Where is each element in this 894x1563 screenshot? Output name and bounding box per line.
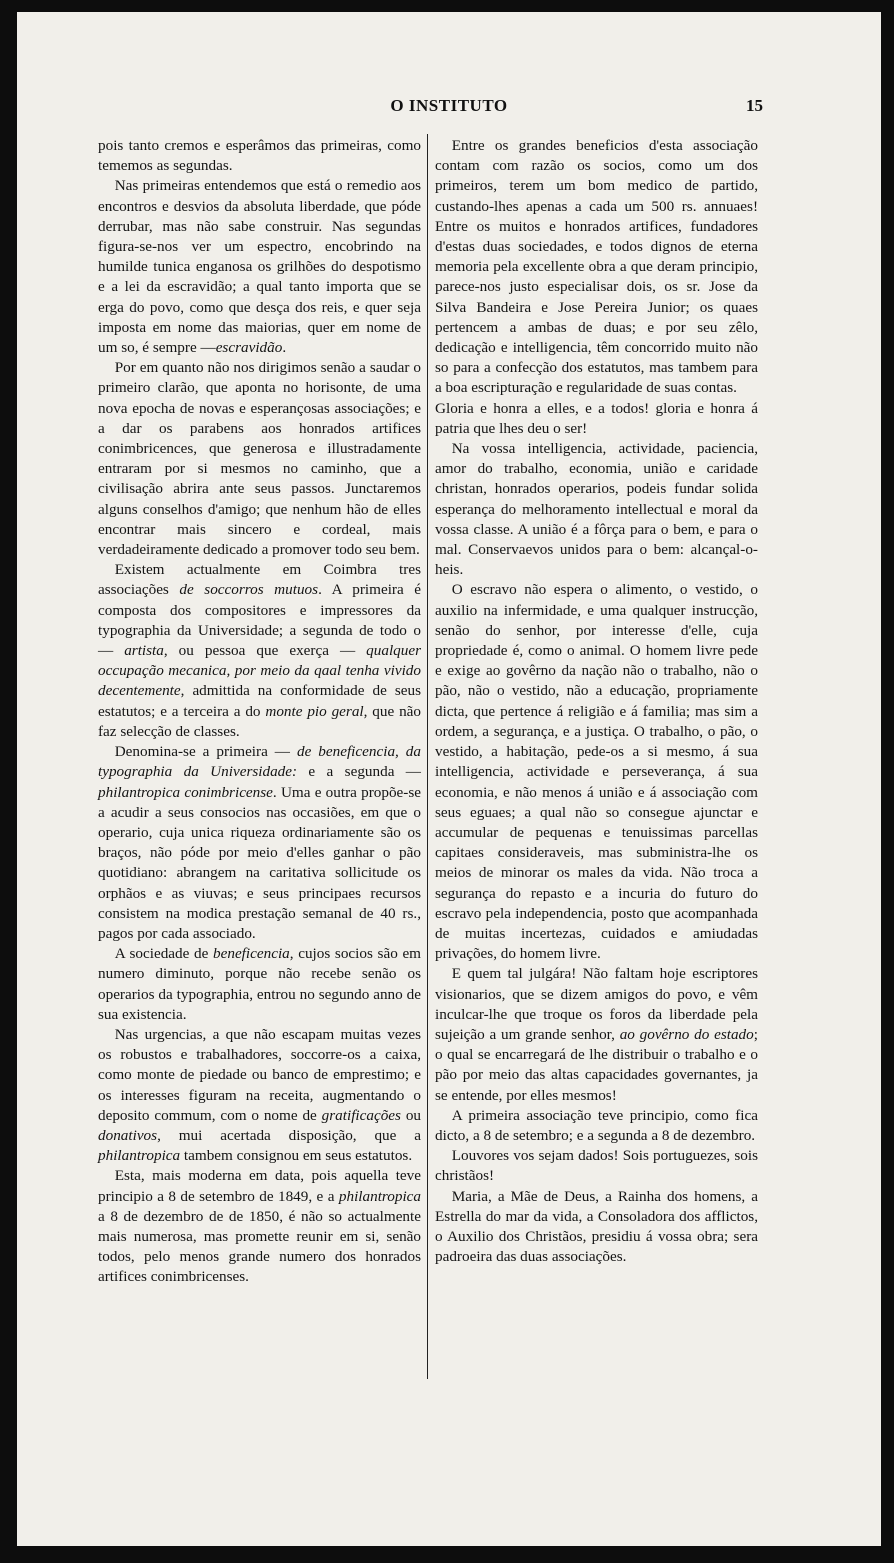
running-title: O INSTITUTO (390, 96, 508, 115)
paragraph (98, 944, 421, 1025)
italic-text: monte pio geral (265, 702, 364, 720)
text-run: Nas primeiras entendemos que está o remedio aos encontros e desvios da absoluta liberdade, que póde derrubar, mas não sabe construir. Nas segundas figura-se-nos ver um espectro, encobrindo na humilde tunica enganosa os grilhões do despotismo e a lei da escravidão; a qual tanto importa que se erga do povo, como que desça dos reis, e quer seja imposta em nome das maiorias, quer em nome de um so, é sempre — (98, 177, 421, 357)
paragraph (435, 964, 758, 1105)
italic-text: artista (124, 642, 164, 660)
text-run: . (282, 339, 287, 357)
text-run: Maria, a Mãe de Deus, a Rainha dos homens, a Estrella do mar da vida, a Consoladora dos afflictos, o Auxilio dos Christãos, presidiu á vossa obra; sera padroeira das duas associações. (435, 1187, 758, 1266)
text-run: Entre os grandes beneficios d'esta associação contam com razão os socios, como um dos primeiros, terem um bom medico de partido, custando-lhes apenas a cada um 500 rs. annuaes! Entre os muitos e honrados artifices, fundadores d'estas duas sociedades, e todos dignos de eterna memoria pela excellente obra a que deram principio, parece-nos justo especialisar dois, os sr. Jose da Silva Bandeira e Jose Pereira Junior; os quaes pertencem a ambas de duas; e por seu zêlo, dedicação e intelligencia, têm concorrido muito não so para a confecção dos estatutos, mas tambem para a boa escripturação e regularidade de suas contas. (435, 137, 758, 397)
text-run: a 8 de dezembro de de 1850, é não so actualmente mais numerosa, mas promette reunir em si, senão todos, pelo menos grande numero dos honrados artifices conimbricenses. (98, 1207, 421, 1286)
paragraph (98, 1025, 421, 1166)
paragraph (98, 358, 421, 560)
text-run: E quem tal julgára! Não faltam hoje escriptores visionarios, que se dizem amigos do povo, e vêm inculcar-lhe que troque os foros da liberdade pela sujeição a um grande senhor, (435, 965, 758, 1043)
paragraph (98, 176, 421, 358)
text-run: A sociedade de (114, 945, 214, 963)
text-run: , ou pessoa que exerça — (163, 642, 367, 660)
paragraph (435, 136, 758, 399)
italic-text: de beneficencia, da typographia da Universidade: (98, 743, 421, 781)
text-run: . A primeira é composta dos compositores e impressores da typographia da Universidade; a segunda de todo o — (98, 581, 422, 660)
text-run: A primeira associação teve principio, como fica dicto, a 8 de setembro; e a segunda a 8 de dezembro. (435, 1106, 758, 1144)
text-run: ou (400, 1106, 422, 1124)
text-run: . Uma e outra propõe-se a acudir a seus consocios nas occasiões, em que o operario, cuja unica riqueza ordinariamente são os braços, não póde por meio d'elles ganhar o pão quotidiano: abrangem na caritativa sollicitude os orphãos e as viuvas; e seus principaes recursos consistem na modica prestação semanal de 40 rs., pagos por cada associado. (98, 783, 421, 942)
newspaper-page (17, 12, 881, 1546)
paragraph (435, 1146, 758, 1186)
text-run: , admittida na conformidade de seus estatutos; e a terceira a do (98, 682, 421, 720)
text-run: Existem actualmente em Coimbra tres associações (98, 561, 421, 599)
italic-text: de soccorros mutuos (179, 581, 319, 599)
paragraph (435, 1187, 758, 1268)
paragraph (98, 1166, 421, 1287)
italic-text: escravidão (215, 339, 283, 357)
italic-text: philantropica conimbricense (98, 783, 273, 801)
right-column (435, 136, 758, 1267)
text-run: , que não faz selecção de classes. (98, 702, 422, 740)
text-run: Gloria e honra a elles, e a todos! gloria e honra á patria que lhes deu o ser! (435, 399, 758, 437)
text-run: O escravo não espera o alimento, o vestido, o auxilio na infermidade, e uma qualquer instrucção, senão do senhor, por interesse d'elle, cuja propriedade é, como o animal. O homem livre pede e exige ao govêrno da nação não o trabalho, não o pão, não o vestido, não a educação, propriamente dicta, que pertence á religião e á familia; mas sim a ordem, a segurança, e a justiça. O trabalho, o pão, o vestido, a habitação, pede-os a si mesmo, á sua intelligencia, actividade e perseverança, á sua economia, e não menos á união e á associação com seus eguaes; a qual não so consegue ajunctar e accumular de pequenas e tenuissimas parcellas capitaes consideraveis, mas subministra-lhe os meios de minorar os males da vida. Não troca a segurança do repasto e a incuria do futuro do escravo pela independencia, posto que acompanhada de muitas incertezas, cuidados e amiudadas privações, do homem livre. (435, 581, 758, 963)
paragraph (98, 560, 421, 742)
italic-text: donativos (98, 1126, 158, 1144)
text-run: Por em quanto não nos dirigimos senão a saudar o primeiro clarão, que aponta no horisonte, de uma nova epocha de novas e esperançosas associações; e a dar os parabens aos honrados artifices conimbricences, que generosa e illustradamente entraram por si mesmos no caminho, que a civilisação abrira ante seus passos. Junctaremos alguns conselhos d'amigo; que nenhum hão de elles encontrar mais sincero e cordeal, mais verdadeiramente dedicado a promover todo seu bem. (98, 359, 421, 559)
text-run: Denomina-se a primeira — (114, 743, 297, 761)
text-run: , cujos socios são em numero diminuto, porque não recebe senão os operarios da typographia, entrou no segundo anno de sua existencia. (98, 945, 421, 1023)
text-run: Louvores vos sejam dados! Sois portuguezes, sois christãos! (435, 1147, 758, 1185)
text-run: e a segunda — (297, 763, 421, 781)
italic-text: gratificações (321, 1106, 401, 1124)
italic-text: philantropica (98, 1147, 181, 1165)
left-column (98, 136, 421, 1288)
text-run: tambem consignou em seus estatutos. (180, 1147, 413, 1165)
text-run: , mui acertada disposição, que a (157, 1126, 421, 1144)
paragraph (435, 439, 758, 580)
italic-text: philantropica (338, 1187, 421, 1205)
text-run: ; o qual se encarregará de lhe distribuir o trabalho e o pão por meio das altas capacidades governantes, ja se entende, por elles mesmos! (435, 1025, 758, 1104)
italic-text: qualquer occupação mecanica, por meio da qaal tenha vivido decentemente (98, 642, 421, 700)
text-run: Esta, mais moderna em data, pois aquella teve principio a 8 de setembro de 1849, e a (98, 1167, 421, 1205)
paragraph (98, 742, 421, 944)
paragraph (98, 136, 421, 176)
paragraph (435, 399, 758, 439)
paragraph (435, 1106, 758, 1146)
text-run: Na vossa intelligencia, actividade, paciencia, amor do trabalho, economia, união e caridade christan, honrados operarios, podeis fundar solida esperança do melhoramento intellectual e moral da vossa classe. A união é a fôrça para o bem, e para o mal. Conservaevos unidos para o bem: alcançal-o-heis. (435, 440, 758, 579)
column-divider (427, 134, 428, 1379)
text-run: Nas urgencias, a que não escapam muitas vezes os robustos e trabalhadores, soccorre-os a caixa, como monte de piedade ou banco de emprestimo; e os interesses figuram na receita, augmentando o deposito commum, com o nome de (98, 1025, 421, 1124)
text-run: pois tanto cremos e esperâmos das primeiras, como tememos as segundas. (98, 137, 421, 175)
page-header (17, 96, 881, 120)
page-number: 15 (746, 96, 763, 115)
paragraph (435, 580, 758, 964)
italic-text: ao govêrno do estado (619, 1025, 754, 1043)
italic-text: beneficencia (213, 945, 290, 963)
